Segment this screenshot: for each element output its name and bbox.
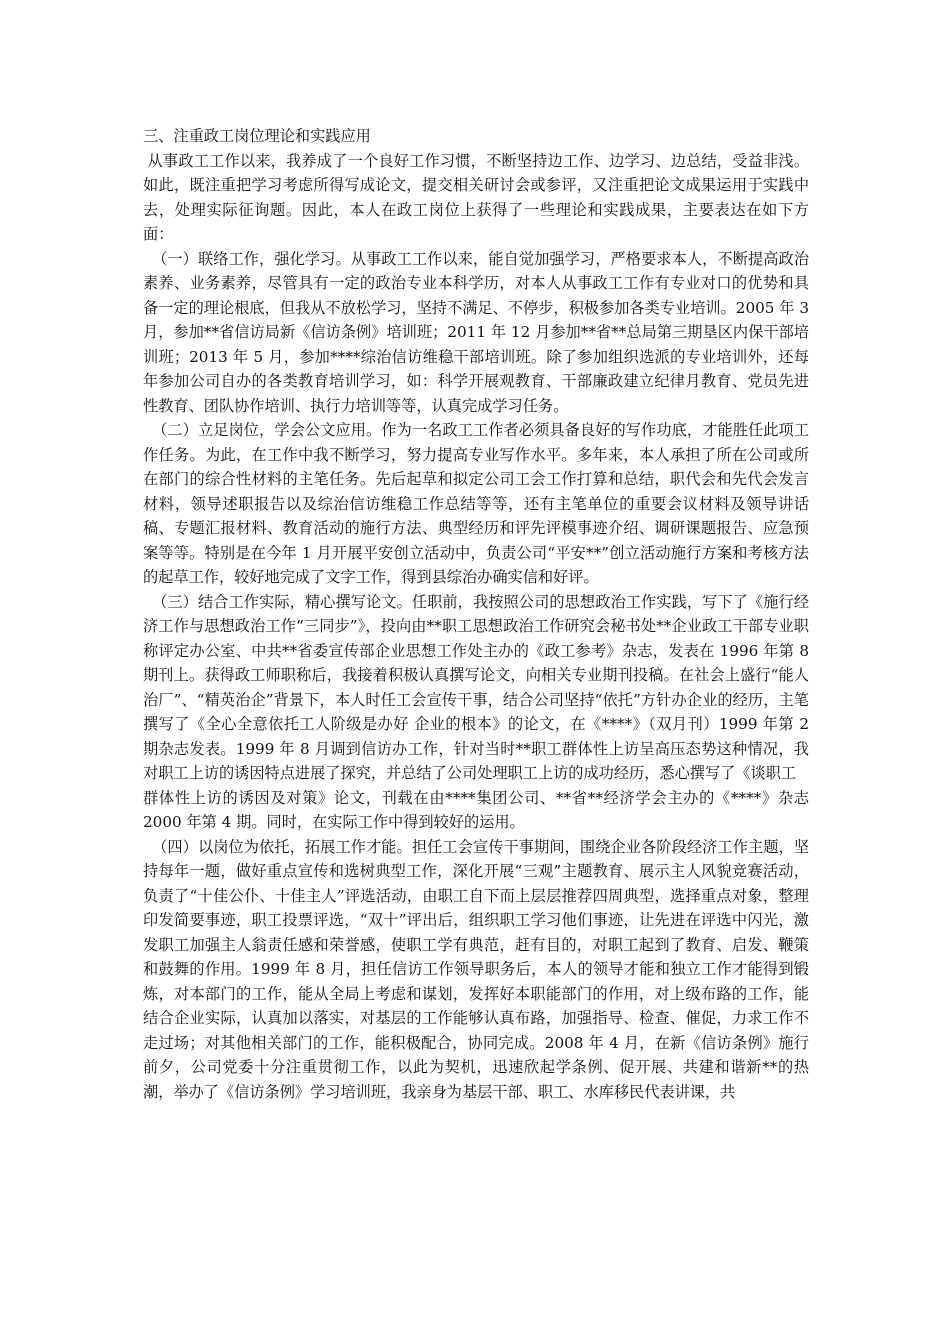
paragraph-section-3: （三）结合工作实际，精心撰写论文。任职前，我按照公司的思想政治工作实践，写下了《施行经济工作与思想政治工作“三同步”》，投向由**职工思想政治工作研究会秘书处**企业政工干部专业职称评定办公室、中共**省委宣传部企业思想工作处主办的《政工参考》杂志，发表在 1996 年第 8 期刊上。获得政工师职称后，我接着积极认真撰写论文，向相关专业期刊投稿。在社会上盛行“能人治厂”、“精英治企”背景下，本人时任工会宣传干事，结合公司坚持“依托”方针办企业的经历，主笔撰写了《全心全意依托工人阶级是办好 企业的根本》的论文，在《****》（双月刊）1999 年第 2 期杂志发表。1999 年 8 月调到信访办工作，针对当时**职工群体性上访呈高压态势这种情况，我对职工上访的诱因特点进展了探究，并总结了公司处理职工上访的成功经历，悉心撰写了《谈职工 (143, 592, 809, 782)
section-heading: 三、注重政工岗位理论和实践应用 (143, 127, 371, 145)
paragraph-section-3-continued: 群体性上访的诱因及对策》论文，刊载在由****集团公司、**省**经济学会主办的《****》杂志 2000 年第 4 期。同时，在实际工作中得到较好的运用。 (143, 788, 809, 831)
intro-paragraph: 从事政工工作以来，我养成了一个良好工作习惯，不断坚持边工作、边学习、边总结，受益非浅。如此，既注重把学习考虑所得写成论文，提交相关研讨会或参评，又注重把论文成果运用于实践中去，处理实际征询题。因此，本人在政工岗位上获得了一些理论和实践成果，主要表达在如下方面： (143, 151, 809, 243)
document-body (143, 124, 809, 1104)
paragraph-section-4: （四）以岗位为依托，拓展工作才能。担任工会宣传干事期间，围绕企业各阶段经济工作主题，坚持每年一题，做好重点宣传和选树典型工作，深化开展“三观”主题教育、展示主人风貌竞赛活动，负责了“十佳公仆、十佳主人”评选活动，由职工自下而上层层推荐四周典型，选择重点对象，整理印发简要事迹，职工投票评选，“双十”评出后，组织职工学习他们事迹，让先进在评选中闪光，激发职工加强主人翁责任感和荣誉感，使职工学有典范，赶有目的，对职工起到了教育、启发、鞭策和鼓舞的作用。1999 年 8 月，担任信访工作领导职务后，本人的领导才能和独立工作才能得到锻炼，对本部门的工作，能从全局上考虑和谋划，发挥好本职能部门的作用，对上级布路的工作，能结合企业实际，认真加以落实，对基层的工作能够认真布路，加强指导、检查、催促，力求工作不走过场；对其他相关部门的工作，能积极配合，协同完成。2008 年 4 月，在新《信访条例》施行前夕，公司党委十分注重贯彻工作，以此为契机，迅速欣起学条例、促开展、共建和谐新**的热潮，举办了《信访条例》学习培训班，我亲身为基层干部、职工、水库移民代表讲课，共 (143, 837, 809, 1101)
paragraph-section-2: （二）立足岗位，学会公文应用。作为一名政工工作者必须具备良好的写作功底，才能胜任此项工作任务。为此，在工作中我不断学习，努力提高专业写作水平。多年来，本人承担了所在公司或所在部门的综合性材料的主笔任务。先后起草和拟定公司工会工作打算和总结，职代会和先代会发言材料，领导述职报告以及综治信访维稳工作总结等等，还有主笔单位的重要会议材料及领导讲话稿、专题汇报材料、教育活动的施行方法、典型经历和评先评模事迹介绍、调研课题报告、应急预案等等。特别是在今年 1 月开展平安创立活动中，负责公司“平安**”创立活动施行方案和考核方法的起草工作，较好地完成了文字工作，得到县综治办确实信和好评。 (143, 421, 809, 586)
paragraph-section-1: （一）联络工作，强化学习。从事政工工作以来，能自觉加强学习，严格要求本人，不断提高政治素养、业务素养，尽管具有一定的政治专业本科学历，对本人从事政工工作有专业对口的优势和具备一定的理论根底，但我从不放松学习，坚持不满足、不停步，积极参加各类专业培训。2005 年 3 月，参加**省信访局新《信访条例》培训班；2011 年 12 月参加**省**总局第三期垦区内保干部培训班；2013 年 5 月，参加****综治信访维稳干部培训班。除了参加组织选派的专业培训外，还每年参加公司自办的各类教育培训学习，如：科学开展观教育、干部廉政建立纪律月教育、党员先进性教育、团队协作培训、执行力培训等等，认真完成学习任务。 (143, 249, 809, 415)
